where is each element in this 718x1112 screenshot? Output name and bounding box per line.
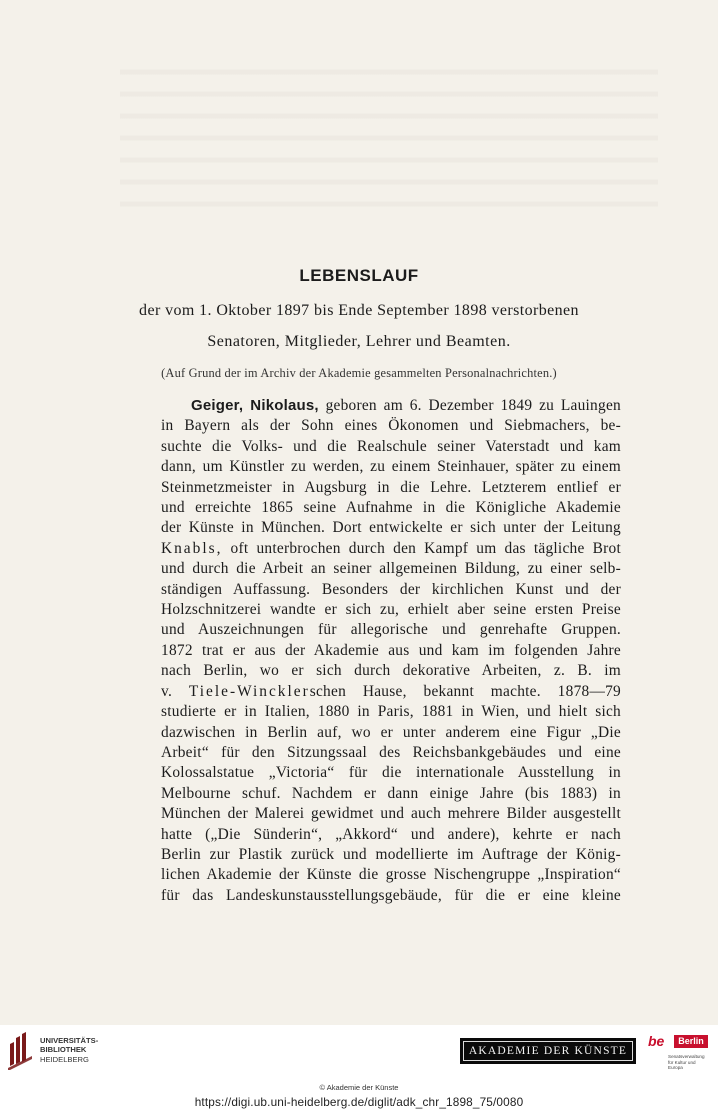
akademie-der-kuenste-logo[interactable] xyxy=(460,1038,636,1064)
text-line: und erreichte 1865 seine Aufnahme in die Königliche Akademie xyxy=(161,499,621,517)
text-line: suchte die Volks- und die Realschule seiner Vaterstadt und kam xyxy=(161,437,621,455)
berlin-senate-logo[interactable] xyxy=(646,1032,710,1072)
text-line: München der Malerei gewidmet und auch mehrere Bilder ausgestellt xyxy=(161,805,621,823)
permalink-url[interactable]: https://digi.ub.uni-heidelberg.de/diglit/adk_chr_1898_75/0080 xyxy=(194,1095,524,1109)
text-line: dann, um Künstler zu werden, zu einem Steinhauer, später zu einem xyxy=(161,458,621,476)
subtitle-line-1: der vom 1. Oktober 1897 bis Ende September 1898 verstorbenen xyxy=(139,302,579,319)
berlin-be-mark: be xyxy=(648,1033,665,1049)
text-line: Knabls, oft unterbrochen durch den Kampf um das tägliche Brot xyxy=(161,539,621,557)
text-line: Berlin zur Plastik zurück und modellierte im Auftrage der König- xyxy=(161,845,621,863)
text-line: und durch die Arbeit an seiner allgemeinen Bildung, zu einer selb- xyxy=(161,560,621,578)
text-line: Melbourne schuf. Nachdem er dann einige Jahre (bis 1883) in xyxy=(161,784,621,802)
spaced-name-tiele-winckler: Tiele-Winckler xyxy=(188,682,310,700)
university-library-wordmark[interactable]: UNIVERSITÄTS- BIBLIOTHEK HEIDELBERG xyxy=(40,1036,99,1064)
text-line: dazwischen in Berlin auf, wo er unter anderem eine Figur „Die xyxy=(161,723,621,741)
text-line: für das Landeskunstausstellungsgebäude, für die er eine kleine xyxy=(161,886,621,904)
text-line: Steinmetzmeister in Augsburg in die Lehre. Letzterem entlief er xyxy=(161,478,621,496)
person-name: Geiger, Nikolaus, xyxy=(191,397,319,414)
text-line: Geiger, Nikolaus, geboren am 6. Dezember 1849 zu Lauingen xyxy=(191,397,621,414)
text-line: Arbeit“ für den Sitzungssaal des Reichsbankgebäudes und eine xyxy=(161,743,621,761)
university-library-logo-icon[interactable] xyxy=(6,1030,36,1070)
text-line: hatte („Die Sünderin“, „Akkord“ und andere), kehrte er nach xyxy=(161,825,621,843)
text-line: ständigen Auffassung. Besonders der kirchlichen Kunst und der xyxy=(161,580,621,598)
berlin-word-box: Berlin xyxy=(674,1035,708,1048)
biography-text xyxy=(161,396,621,906)
text-line: lichen Akademie der Künste die grosse Nischengruppe „Inspiration“ xyxy=(161,866,621,884)
text-line: und Auszeichnungen für allegorische und genrehafte Gruppen. xyxy=(161,621,621,639)
berlin-senate-caption: Senatsverwaltung für Kultur und Europa xyxy=(668,1054,705,1071)
source-note: (Auf Grund der im Archiv der Akademie gesammelten Personalnachrichten.) xyxy=(161,366,557,380)
text-line: der Künste in München. Dort entwickelte er sich unter der Leitung xyxy=(161,519,621,537)
bleed-through-texture xyxy=(120,60,658,210)
spaced-name-knabls: Knabls, xyxy=(161,539,223,557)
text-line: 1872 trat er aus der Akademie aus und kam im folgenden Jahre xyxy=(161,641,621,659)
text-line: studierte er in Italien, 1880 in Paris, 1881 in Wien, und hielt sich xyxy=(161,703,621,721)
akademie-label: AKADEMIE DER KÜNSTE xyxy=(463,1041,633,1061)
text-line: v. Tiele-Wincklerschen Hause, bekannt machte. 1878—79 xyxy=(161,682,621,700)
subtitle-line-2: Senatoren, Mitglieder, Lehrer und Beamten. xyxy=(207,333,511,350)
page-title: LEBENSLAUF xyxy=(299,266,419,285)
text-line: in Bayern als der Sohn eines Ökonomen und Siebmachers, be- xyxy=(161,417,621,435)
text-line: nach Berlin, wo er sich durch dekorative Arbeiten, z. B. im xyxy=(161,662,621,680)
copyright-notice: © Akademie der Künste xyxy=(319,1083,399,1092)
text-line: Kolossalstatue „Victoria“ für die internationale Ausstellung in xyxy=(161,764,621,782)
text-line: Holzschnitzerei wandte er sich zu, erhielt aber seine ersten Preise xyxy=(161,601,621,619)
